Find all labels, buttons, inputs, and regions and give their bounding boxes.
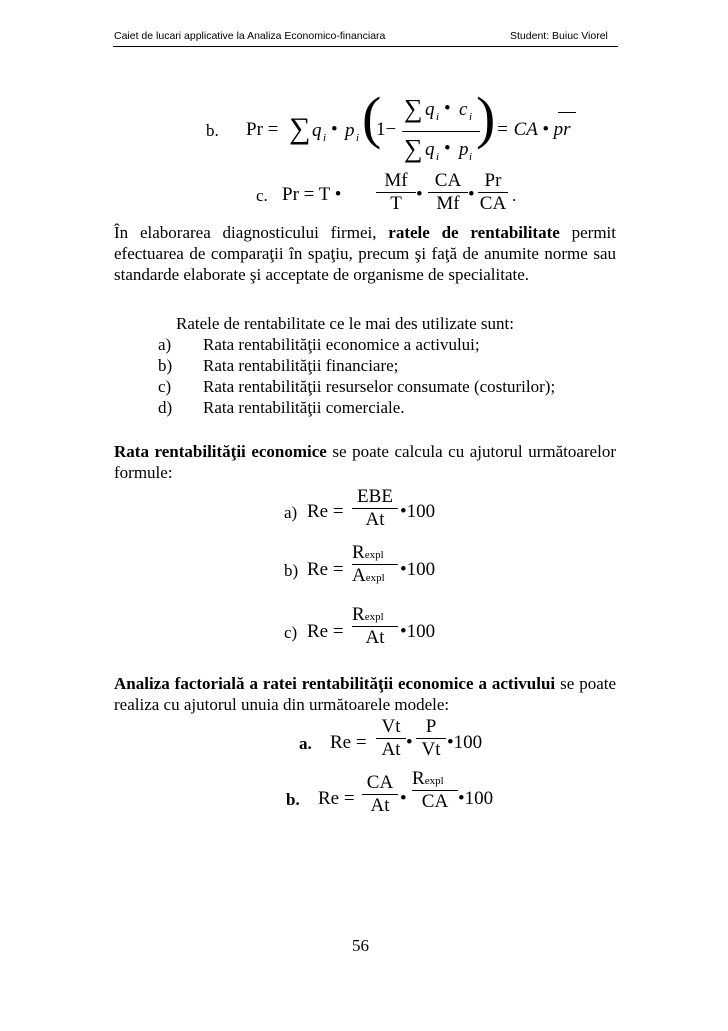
subscript-i: i (436, 111, 440, 123)
intro-text-post: permit efectuarea de comparaţii în spaţiu, precum şi faţă de anumite norme sau standarde elaborate şi acceptate de organisme de specialitate. (114, 223, 616, 284)
list-marker: a) (158, 335, 172, 354)
fraction-numerator: P (425, 716, 437, 737)
re-b-lhs: Re = (307, 559, 344, 580)
fraction-numerator: Vt (381, 716, 401, 737)
list-text: Rata rentabilităţii comerciale. (203, 398, 405, 417)
fraction-bar (402, 131, 480, 132)
re-a-label: a) (284, 503, 298, 522)
fraction-numerator: CA (366, 772, 394, 793)
list-item (158, 334, 480, 355)
re-b-rhs: •100 (400, 559, 436, 580)
fraction (376, 716, 406, 761)
re-c-lhs: Re = (307, 621, 344, 642)
intro-paragraph (114, 222, 616, 285)
bullet-symbol: • (416, 184, 423, 205)
economic-bold: Rata rentabilităţii economice (114, 442, 327, 461)
q-symbol: q (312, 120, 322, 141)
fraction-2 (428, 170, 468, 215)
list-text: Rata rentabilităţii economice a activului; (203, 335, 480, 354)
fraction-numerator: Pr (484, 170, 502, 191)
fraction-numerator: Rexpl (352, 542, 384, 563)
fraction-denominator: At (362, 794, 398, 817)
formula-b-rhs: = CA • pr (496, 119, 571, 140)
q-symbol: q (425, 99, 435, 120)
model-b-rhs: •100 (458, 788, 494, 809)
fraction-denominator: CA (412, 790, 458, 813)
subscript-i: i (469, 151, 473, 163)
c-symbol: c (459, 99, 468, 120)
fraction-numerator: Rexpl (352, 604, 384, 625)
p-symbol: p (459, 139, 469, 160)
factorial-post: se poate realiza cu ajutorul unuia din următoarele modele: (114, 674, 617, 714)
fraction (362, 772, 398, 817)
fraction-numerator: EBE (357, 486, 393, 507)
re-a-rhs: •100 (400, 501, 436, 522)
subscript-i: i (469, 111, 473, 123)
list-text: Rata rentabilităţii resurselor consumate (costurilor); (203, 377, 556, 396)
fraction-denominator: At (352, 508, 398, 531)
re-b-label: b) (284, 561, 299, 580)
bullet-symbol: • (331, 119, 338, 140)
fraction-denominator: Aexpl (352, 564, 398, 587)
fraction (352, 486, 398, 531)
bullet-symbol: • (406, 732, 413, 753)
list-item (158, 397, 405, 418)
model-b-lhs: Re = (318, 788, 355, 809)
sum-symbol: ∑ (289, 112, 311, 145)
economic-post: se poate calcula cu ajutorul următoarelor formule: (114, 442, 616, 482)
header-right-text: Student: Buiuc Viorel (510, 30, 608, 42)
fraction-denominator: At (352, 626, 398, 649)
economic-paragraph (114, 441, 616, 483)
bullet-symbol: • (444, 138, 451, 159)
fraction-denominator: Vt (416, 738, 446, 761)
bullet-symbol: • (444, 98, 451, 119)
model-a-rhs: •100 (447, 732, 483, 753)
fraction-numerator: CA (434, 170, 462, 191)
overline-pr (558, 112, 576, 113)
p-symbol: p (345, 120, 355, 141)
fraction (416, 716, 446, 761)
sum-symbol: ∑ (404, 134, 423, 163)
re-c-rhs: •100 (400, 621, 436, 642)
list-marker: d) (158, 398, 173, 417)
re-c-label: c) (284, 623, 298, 642)
list-item (158, 376, 555, 397)
fraction (352, 542, 398, 587)
fraction-denominator: CA (479, 193, 507, 214)
subscript-i: i (436, 151, 440, 163)
fraction-denominator: T (376, 192, 416, 215)
formula-c-label: c. (256, 186, 268, 205)
fraction-denominator: At (376, 738, 406, 761)
page-number: 56 (352, 936, 369, 955)
intro-text-bold: ratele de rentabilitate (388, 223, 560, 242)
factorial-bold: Analiza factorială a ratei rentabilităţii economice a activului (114, 674, 556, 693)
formula-c-lhs: Pr = T • (282, 184, 342, 205)
left-paren: ( (362, 85, 382, 150)
list-item (158, 355, 398, 376)
fraction-denominator: Mf (428, 192, 468, 215)
formula-b-lhs: Pr = (246, 119, 279, 140)
right-paren: ) (476, 85, 496, 150)
model-b-label: b. (286, 790, 300, 809)
model-a-label: a. (299, 734, 312, 753)
header-rule (113, 46, 618, 47)
q-symbol: q (425, 139, 435, 160)
list-marker: b) (158, 356, 173, 375)
fraction (352, 604, 398, 649)
subscript-i: i (356, 132, 360, 144)
list-marker: c) (158, 377, 172, 396)
sum-symbol: ∑ (404, 94, 423, 123)
subscript-i: i (323, 132, 327, 144)
bullet-symbol: • (468, 184, 475, 205)
re-a-lhs: Re = (307, 501, 344, 522)
factorial-paragraph (114, 673, 616, 715)
formula-b-label: b. (206, 121, 219, 140)
intro-text-pre: În elaborarea diagnosticului firmei, (114, 223, 389, 242)
header-left-text: Caiet de lucari applicative la Analiza Economico-financiara (114, 30, 386, 42)
one-minus: 1− (376, 119, 397, 140)
fraction-1 (376, 170, 416, 215)
bullet-symbol: • (400, 788, 407, 809)
fraction (412, 768, 458, 813)
list-intro: Ratele de rentabilitate ce le mai des utilizate sunt: (176, 314, 514, 333)
fraction-numerator: Rexpl (412, 768, 444, 789)
formula-c-end: . (512, 186, 517, 205)
fraction-numerator: Mf (384, 170, 408, 191)
model-a-lhs: Re = (330, 732, 367, 753)
fraction-3 (478, 170, 508, 215)
list-text: Rata rentabilităţii financiare; (203, 356, 399, 375)
